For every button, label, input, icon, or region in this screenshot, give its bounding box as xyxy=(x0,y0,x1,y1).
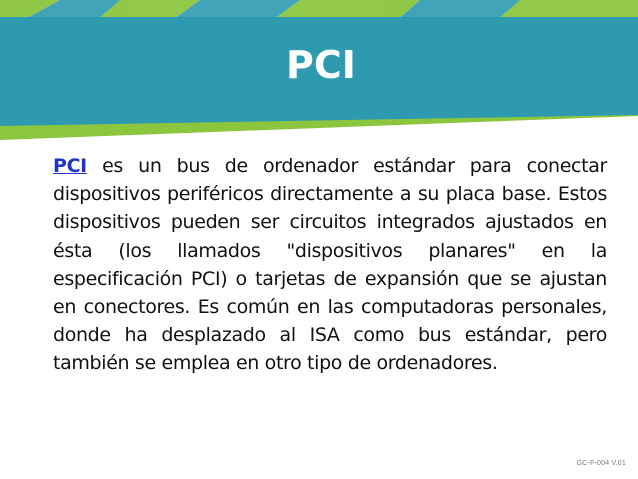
slide-body-paragraph xyxy=(53,152,607,378)
pci-link[interactable]: PCI xyxy=(53,155,87,177)
page-title: PCI xyxy=(286,43,356,87)
paragraph-body-text: es un bus de ordenador estándar para conectar dispositivos periféricos directamente a su placa base. Estos dispositivos pueden ser circuitos integrados ajustados en ésta (los llamados "dispositivos planares" en la especificación PCI) o tarjetas de expansión que se ajustan en conectores. Es común en las computadoras personales, donde ha desplazado al ISA como bus estándar, pero también se emplea en otro tipo de ordenadores. xyxy=(53,155,607,375)
footer-document-code: GC-F-004 V.01 xyxy=(576,460,626,467)
header-wedge-decoration xyxy=(0,110,638,146)
